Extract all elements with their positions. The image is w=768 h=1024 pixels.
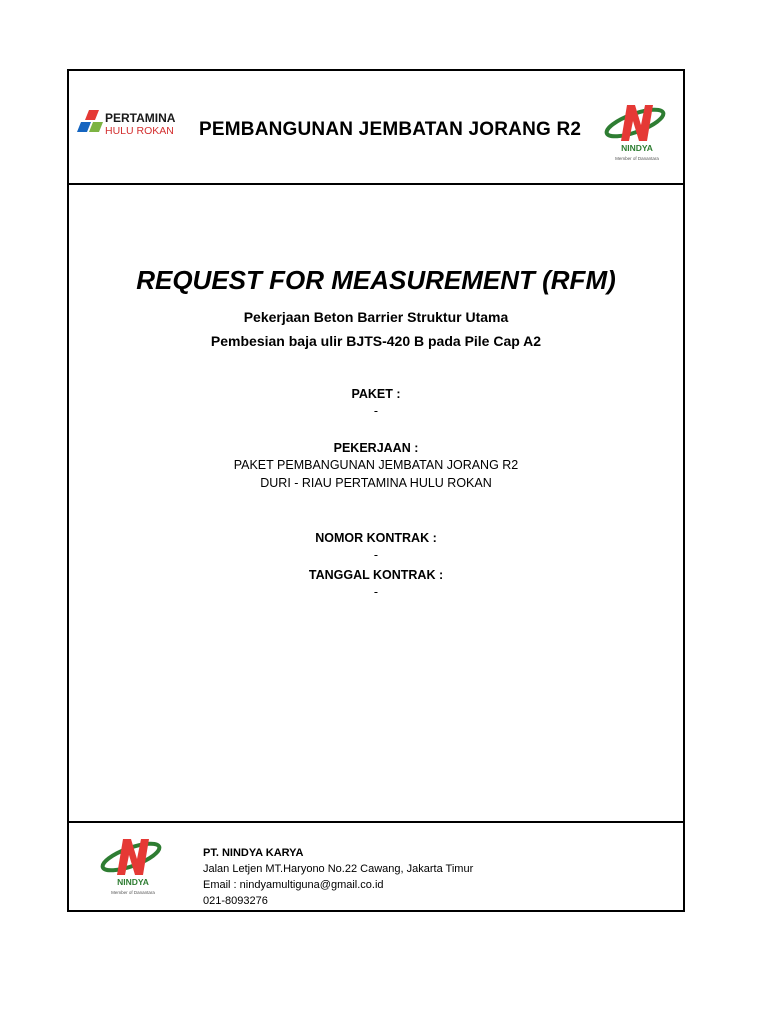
nindya-logo-name: NINDYA [621,143,653,153]
company-address: Jalan Letjen MT.Haryono No.22 Cawang, Jakarta Timur [203,863,474,875]
pekerjaan-line2: DURI - RIAU PERTAMINA HULU ROKAN [260,476,492,490]
document-frame [67,69,685,912]
nindya-footer-logo-name: NINDYA [117,877,149,887]
subtitle-detail: Pembesian baja ulir BJTS-420 B pada Pile Cap A2 [210,333,542,349]
document-title: REQUEST FOR MEASUREMENT (RFM) [136,265,616,295]
company-phone: 021-8093276 [203,895,268,907]
nindya-logo-tagline: Member of Danantara [615,156,659,161]
company-name: PT. NINDYA KARYA [203,847,304,859]
project-title: PEMBANGUNAN JEMBATAN JORANG R2 [199,119,582,140]
nomor-kontrak-label: NOMOR KONTRAK : [315,531,437,545]
document-footer [69,821,683,910]
paket-label: PAKET : [351,387,401,401]
nindya-footer-logo-tagline: Member of Danantara [111,890,155,895]
company-email: Email : nindyamultiguna@gmail.co.id [203,879,384,891]
pertamina-logo-line2: HULU ROKAN [105,125,174,137]
pekerjaan-line1: PAKET PEMBANGUNAN JEMBATAN JORANG R2 [233,458,519,472]
document-body [69,185,683,821]
pertamina-logo-line1: PERTAMINA [105,111,176,125]
nindya-footer-logo [97,831,169,897]
document-header [69,71,683,185]
nomor-kontrak-value: - [373,548,379,562]
pertamina-hulu-rokan-logo [77,104,177,152]
pekerjaan-label: PEKERJAAN : [333,441,419,455]
subtitle-work: Pekerjaan Beton Barrier Struktur Utama [243,309,509,325]
tanggal-kontrak-label: TANGGAL KONTRAK : [308,568,444,582]
tanggal-kontrak-value: - [373,585,379,599]
paket-value: - [373,404,379,418]
nindya-logo [601,97,673,163]
